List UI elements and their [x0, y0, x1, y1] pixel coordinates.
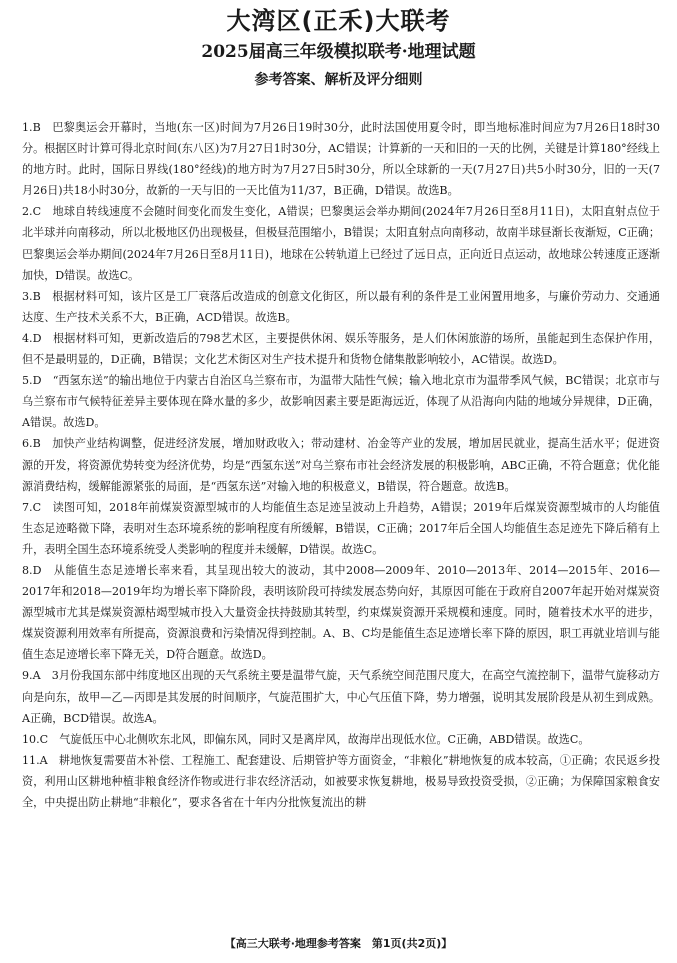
answer-choice: D — [32, 331, 42, 345]
answer-explanation: 地球自转线速度不会随时间变化而发生变化，A错误；巴黎奥运会举办期间(2024年7月26日至8月11日)，太阳直射点位于北半球并向南移动，所以北极地区仍出现极昼，但极昼范围缩小，B错误；太阳直射点向南移动，故南半球昼渐长夜渐短，C正确；巴黎奥运会举办期间(2024年7月26日至8月11日)，地球在公转轨道上已经过了远日点，正向近日点运动，故地球公转速度正逐渐加快，D错误。故选C。 — [22, 205, 660, 282]
answer-choice: C — [32, 205, 42, 219]
answer-choice: B — [32, 437, 41, 451]
answer-choice: D — [32, 563, 42, 577]
answer-number: 4. — [22, 331, 33, 345]
section-heading: 参考答案、解析及评分细则 — [254, 72, 423, 88]
answer-item — [22, 117, 660, 201]
answer-number: 1. — [22, 121, 33, 134]
exam-title: 大湾区(正禾)大联考 — [226, 7, 451, 35]
answer-explanation: “西氢东送”的输出地位于内蒙古自治区乌兰察布市，为温带大陆性气候；输入地北京市为温带季风气候，BC错误；北京市与乌兰察布市气候特征差异主要体现在降水量的多少，故影响因素主要是距海远近，体现了从沿海向内陆的地域分异规律，D正确，A错误。故选D。 — [22, 374, 660, 430]
answer-explanation: 读图可知，2018年前煤炭资源型城市的人均能值生态足迹呈波动上升趋势，A错误；2019年后煤炭资源型城市的人均能值生态足迹略微下降，表明对生态环境系统的影响程度有所缓解，B错误，C正确；2017年后全国人均能值生态足迹先下降后稍有上升，表明全国生态环境系统受人类影响的程度并未缓解，D错误。故选C。 — [22, 500, 660, 556]
answer-item — [22, 665, 660, 728]
answer-item — [22, 750, 660, 813]
answer-item — [22, 433, 660, 496]
answer-item — [22, 328, 660, 370]
answer-explanation: 根据材料可知，更新改造后的798艺术区，主要提供休闲、娱乐等服务，是人们休闲旅游的场所，虽能起到生态保护作用，但不是最明显的，D正确，B错误；文化艺术街区对生产技术提升和货物仓储集散影响较小，AC错误。故选D。 — [22, 331, 660, 367]
answer-number: 3. — [22, 289, 33, 303]
page-footer: 【高三大联考·地理参考答案 第1页(共2页)】 — [224, 937, 453, 950]
answer-item — [22, 201, 660, 285]
answer-item — [22, 370, 660, 433]
answer-explanation: 气旋低压中心北侧吹东北风，即偏东风，同时又是离岸风，故海岸出现低水位。C正确，ABD错误。故选C。 — [59, 732, 590, 746]
answer-explanation: 巴黎奥运会开幕时，当地(东一区)时间为7月26日19时30分，此时法国使用夏令时，即当地标准时间应为7月26日18时30分。根据区时计算可得北京时间(东八区)为7月27日1时30分，AC错误；计算新的一天和旧的一天的比例，关键是计算180°经线上的地方时。此时，国际日界线(180°经线)的地方时为7月27日5时30分，所以全球新的一天(7月27日)共5小时30分，旧的一天(7月26日)共18小时30分，故新的一天与旧的一天比值为11/37，B正确，D错误。故选B。 — [22, 121, 660, 198]
answer-choice: A — [39, 753, 48, 767]
answer-explanation: 从能值生态足迹增长率来看，其呈现出较大的波动，其中2008—2009年、2010—2013年、2014—2015年、2016—2017年和2018—2019年均为增长率下降阶段，表明该阶段可持续发展态势向好，其原因可能在于政府自2007年起开始对煤炭资源型城市尤其是煤炭资源枯竭型城市投入大量资金扶持鼓励其转型，约束煤炭资源开采规模和速度。同时，随着技术水平的进步，煤炭资源利用效率有所提高，资源浪费和污染情况得到控制。A、B、C均是能值生态足迹增长率下降的原因，职工再就业培训与能值生态足迹增长率下降无关，D符合题意。故选D。 — [22, 563, 660, 662]
answer-choice: A — [32, 669, 41, 683]
answer-explanation: 根据材料可知，该片区是工厂衰落后改造成的创意文化街区，所以最有利的条件是工业闲置用地多，与廉价劳动力、交通通达度、生产技术关系不大，B正确，ACD错误。故选B。 — [22, 289, 660, 324]
answer-number: 10. — [22, 732, 40, 746]
answer-number: 6. — [22, 437, 33, 451]
answer-number: 2. — [22, 205, 33, 219]
answer-choice: B — [32, 121, 41, 134]
answer-explanation: 耕地恢复需要苗木补偿、工程施工、配套建设、后期管护等方面资金，“非粮化”耕地恢复的成本较高，①正确；农民返乡投资，利用山区耕地种植非粮食经济作物或进行非农经济活动，如被要求恢复耕地，极易导致投资受损，②正确；为保障国家粮食安全，中央提出防止耕地“非粮化”，要求各省在十年内分批恢复流出的耕 — [22, 753, 660, 809]
answer-number: 8. — [22, 563, 33, 577]
answer-choice: C — [39, 732, 49, 746]
answer-explanation: 加快产业结构调整，促进经济发展，增加财政收入；带动建材、冶金等产业的发展，增加居民就业，提高生活水平；促进资源的开发，将资源优势转变为经济优势，均是“西氢东送”对乌兰察布市社会经济发展的积极影响，ABC正确，不符合题意；优化能源消费结构，缓解能源紧张的局面，是“西氢东送”对输入地的积极意义，B错误，符合题意。故选B。 — [22, 437, 660, 493]
answer-item — [22, 286, 660, 328]
answer-choice: B — [32, 289, 41, 303]
exam-subtitle: 2025届高三年级模拟联考·地理试题 — [201, 42, 476, 62]
answer-number: 9. — [22, 669, 33, 683]
answer-explanation: 3月份我国东部中纬度地区出现的天气系统主要是温带气旋，天气系统空间范围尺度大，在高空气流控制下，温带气旋移动方向是向东，故甲—乙—丙即是其发展的时间顺序，气旋范围扩大，中心气压值下降，势力增强，说明其发展阶段是从初生到成熟。A正确，BCD错误。故选A。 — [22, 669, 660, 725]
answer-choice: C — [32, 500, 42, 514]
answer-number: 7. — [22, 500, 33, 514]
answer-number: 11. — [22, 753, 40, 767]
answer-number: 5. — [22, 374, 33, 388]
answer-item — [22, 497, 660, 560]
answer-item — [22, 560, 660, 665]
answer-choice: D — [32, 374, 42, 388]
answer-item — [22, 729, 660, 750]
answer-list — [22, 117, 660, 813]
